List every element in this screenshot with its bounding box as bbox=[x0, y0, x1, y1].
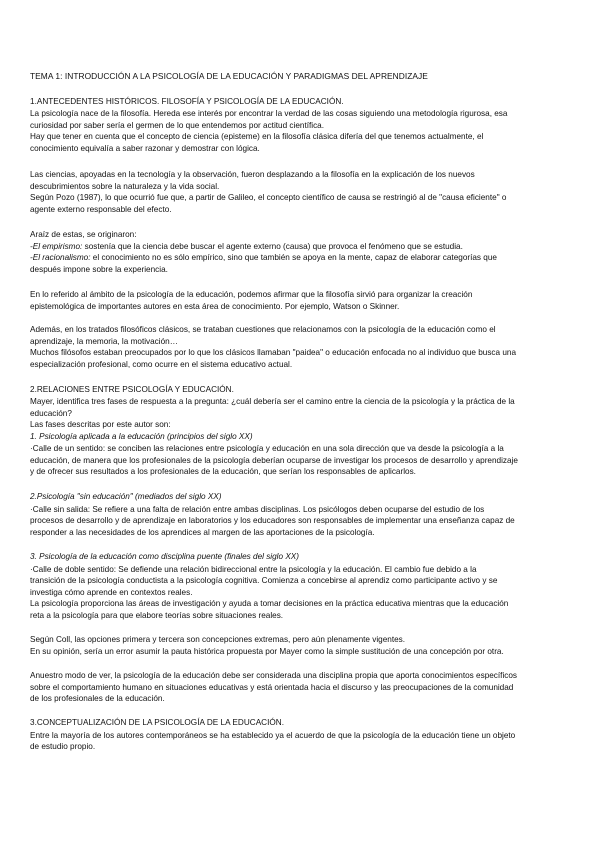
phase-2-line-3: responder a las necesidades de los aprendices al margen de las aportaciones de la psicología. bbox=[30, 527, 375, 537]
s1-p2-line-1: Las ciencias, apoyadas en la tecnología y la observación, fueron desplazando a la filosofía en la explicación de los nuevos bbox=[30, 170, 475, 179]
racionalismo-term: -El racionalismo: bbox=[30, 253, 91, 262]
s1-p2-line-3: Según Pozo (1987), lo que ocurrió fue que, a partir de Galileo, el concepto científico de causa se restringió al de "causa eficiente" o bbox=[30, 193, 507, 202]
phase-1-line-3: y de ofrecer sus resultados a los profesionales de la educación, que serían los responsables de aplicarlos. bbox=[30, 467, 416, 476]
s1-p1-line-4: conocimiento equivalía a saber razonar y demostrar con lógica. bbox=[30, 143, 260, 153]
s1-p3-intro: Araíz de estas, se originaron: bbox=[30, 230, 137, 239]
s3-p1-line-1: Entre la mayoría de los autores contemporáneos se ha establecido ya el acuerdo de que la psicología de la educación tiene un objeto bbox=[30, 730, 516, 740]
phase-1-title: 1. Psicología aplicada a la educación (principios del siglo XX) bbox=[30, 431, 253, 441]
s2-conclusion-line-1: Anuestro modo de ver, la psicología de la educación debe ser considerada una disciplina propia que aporta conocimientos específicos bbox=[30, 671, 518, 680]
phase-2-title: 2.Psicología "sin educación" (mediados del siglo XX) bbox=[30, 492, 222, 501]
document-title: TEMA 1: INTRODUCCIÓN A LA PSICOLOGÍA DE LA EDUCACIÓN Y PARADIGMAS DEL APRENDIZAJE bbox=[30, 71, 428, 81]
s2-intro-line-3: Las fases descritas por este autor son: bbox=[30, 420, 171, 429]
section-3-heading: 3.CONCEPTUALIZACIÓN DE LA PSICOLOGÍA DE LA EDUCACIÓN. bbox=[30, 718, 285, 727]
s1-p5-line-4: especialización profesional, como ocurre en el sistema educativo actual. bbox=[30, 359, 293, 369]
s2-intro-line-1: Mayer, identifica tres fases de respuesta a la pregunta: ¿cuál debería ser el camino entre la ciencia de la psicología y la práctica de la bbox=[30, 397, 515, 406]
s2-coll-line-1: Según Coll, las opciones primera y tercera son concepciones extremas, pero aún plenamente vigentes. bbox=[30, 635, 406, 644]
section-2-heading: 2.RELACIONES ENTRE PSICOLOGÍA Y EDUCACIÓN. bbox=[30, 385, 234, 394]
phase-3-title: 3. Psicología de la educación como disciplina puente (finales del siglo XX) bbox=[30, 552, 299, 561]
phase-3-line-3: investiga cómo aprende en contextos reales. bbox=[30, 587, 193, 597]
phase-2-line-1: ·Calle sin salida: Se refiere a una falta de relación entre ambas disciplinas. Los psicólogos deben ocuparse del estudio de los bbox=[30, 504, 485, 514]
racionalismo-text: el conocimiento no es sólo empírico, sino que también se apoya en la mente, capaz de elaborar categorías que bbox=[90, 253, 497, 262]
s3-p1-line-2: de estudio propio. bbox=[30, 742, 96, 751]
phase-2-line-2: procesos de desarrollo y de aprendizaje en laboratorios y los educadores son responsables de implementar una enseñanza capaz de bbox=[30, 516, 515, 525]
s1-empirismo-line bbox=[30, 241, 463, 252]
phase-3-line-2: transición de la psicología conductista a la psicología cognitiva. Comienza a concebirse al aprendiz como participante activo y se bbox=[30, 576, 498, 585]
s1-racionalismo-line bbox=[30, 252, 497, 263]
phase-1-line-2: educación, de manera que los profesionales de la psicología deberían ocuparse de investigar los procesos de desarrollo y aprendizaje bbox=[30, 455, 518, 465]
phase-1-line-1: ·Calle de un sentido: se conciben las relaciones entre psicología y educación en una sola dirección que va desde la psicología a la bbox=[30, 444, 504, 453]
phase-3-line-1: ·Calle de doble sentido: Se defiende una relación bidireccional entre la psicología y la educación. El cambio fue debido a la bbox=[30, 564, 477, 574]
s2-coll-line-2: En su opinión, sería un error asumir la pauta histórica propuesta por Mayer como la simple sustitución de una concepción por otra. bbox=[30, 646, 504, 656]
s1-p2-line-4: agente externo responsable del efecto. bbox=[30, 204, 172, 214]
s1-p4-line-2: epistemológica de importantes autores en esta área de conocimiento. Por ejemplo, Watson o Skinner. bbox=[30, 301, 400, 311]
s1-racionalismo-continuation: después impone sobre la experiencia. bbox=[30, 264, 168, 274]
empirismo-text: sostenía que la ciencia debe buscar el agente externo (causa) que provoca el fenómeno que se estudia. bbox=[82, 241, 463, 251]
s2-conclusion-line-3: de los profesionales de la educación. bbox=[30, 694, 165, 703]
s2-intro-line-2: educación? bbox=[30, 408, 72, 418]
s1-p5-line-1: Además, en los tratados filosóficos clásicos, se trataban cuestiones que relacionamos con la psicología de la educación como el bbox=[30, 325, 496, 334]
phase-3-line-4: La psicología proporciona las áreas de investigación y ayuda a tomar decisiones en la práctica educativa mientras que la educación bbox=[30, 599, 509, 608]
s1-p1-line-3: Hay que tener en cuenta que el concepto de ciencia (episteme) en la filosofía clásica difería del que tenemos actualmente, el bbox=[30, 132, 484, 141]
s1-p1-line-1: La psicología nace de la filosofía. Hereda ese interés por encontrar la verdad de las cosas siguiendo una metodología rigurosa, esa bbox=[30, 109, 508, 118]
s1-p2-line-2: descubrimientos sobre la naturaleza y la vida social. bbox=[30, 181, 220, 191]
section-1-heading: 1.ANTECEDENTES HISTÓRICOS. FILOSOFÍA Y PSICOLOGÍA DE LA EDUCACIÓN. bbox=[30, 97, 344, 106]
s1-p5-line-2: aprendizaje, la memoria, la motivación… bbox=[30, 336, 178, 346]
empirismo-term: -El empirismo: bbox=[30, 241, 83, 251]
s1-p1-line-2: curiosidad por saber sería el germen de lo que entendemos por actitud científica. bbox=[30, 120, 325, 130]
phase-3-line-5: reta a la psicología para que elabore teorías sobre situaciones reales. bbox=[30, 610, 284, 620]
s1-p5-line-3: Muchos filósofos estaban preocupados por lo que los clásicos llamaban "paidea" o educación enfocada no al individuo que busca una bbox=[30, 348, 517, 357]
s2-conclusion-line-2: sobre el comportamiento humano en situaciones educativas y está orientada hacia el discurso y las preocupaciones de la comunidad bbox=[30, 682, 514, 692]
s1-p4-line-1: En lo referido al ámbito de la psicología de la educación, podemos afirmar que la filosofía sirvió para organizar la creación bbox=[30, 290, 473, 299]
